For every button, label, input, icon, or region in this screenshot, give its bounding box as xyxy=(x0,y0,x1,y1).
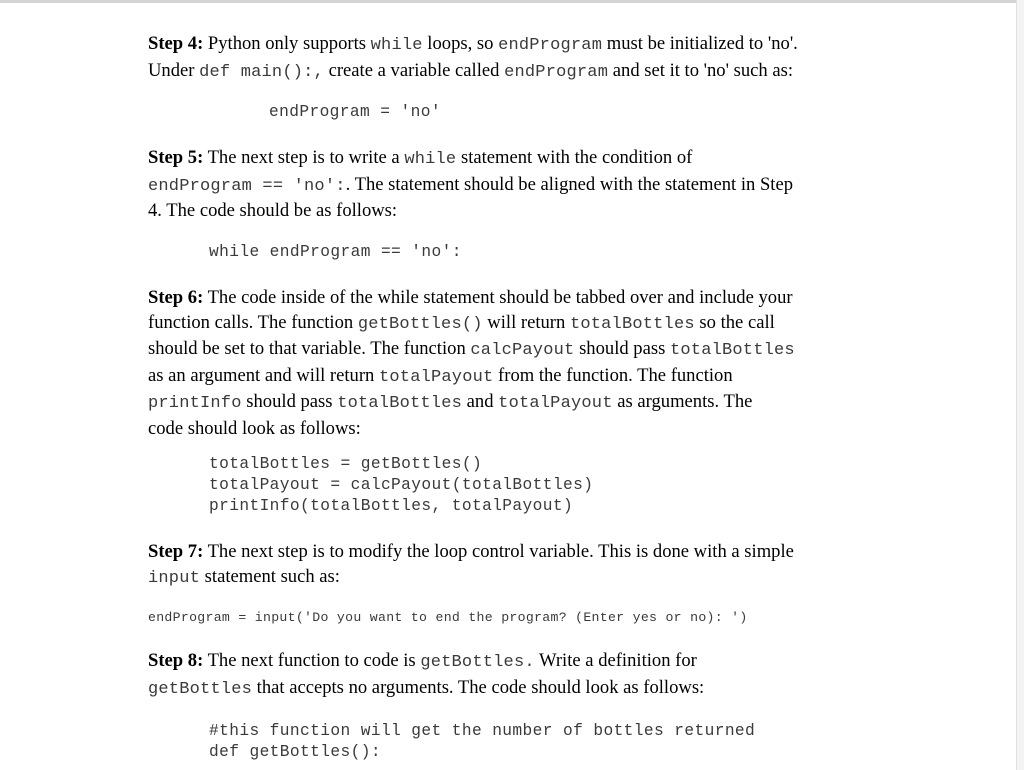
text: Under xyxy=(148,59,200,81)
step-4-paragraph xyxy=(148,32,878,85)
inline-code: totalBottles xyxy=(337,394,463,413)
inline-code: input xyxy=(148,568,201,588)
inline-code: endProgram == 'no': xyxy=(148,176,346,196)
inline-code: while xyxy=(370,36,423,55)
text: and xyxy=(462,391,499,412)
text: will return xyxy=(482,311,570,333)
step-8-label: Step 8: xyxy=(148,650,204,671)
text: must be initialized to 'no'. xyxy=(602,33,798,54)
step-5-code-block: while endProgram == 'no': xyxy=(209,243,462,261)
text: Python only supports xyxy=(203,33,371,54)
page-top-border xyxy=(0,0,1024,3)
text: from the function. The function xyxy=(493,364,733,386)
step-4-code-block: endProgram = 'no' xyxy=(269,103,441,121)
inline-code: totalBottles xyxy=(569,314,695,334)
text: The next function to code is xyxy=(203,650,421,671)
text: and set it to 'no' such as: xyxy=(608,59,793,81)
scrollbar-track[interactable] xyxy=(1016,0,1024,770)
text: code should look as follows: xyxy=(148,417,361,439)
text: should pass xyxy=(241,391,338,412)
text: The next step is to modify the loop control variable. This is done with a simple xyxy=(203,541,794,562)
text: that accepts no arguments. The code should look as follows: xyxy=(252,676,705,698)
inline-code: def main():, xyxy=(199,62,324,82)
inline-code: totalBottles xyxy=(669,341,795,360)
step-5-paragraph xyxy=(148,146,878,224)
text: The next step is to write a xyxy=(203,147,405,168)
inline-code: while xyxy=(404,150,457,169)
inline-code: getBottles xyxy=(148,679,253,699)
step-6-paragraph xyxy=(148,286,878,441)
step-7-label: Step 7: xyxy=(148,541,204,562)
text: create a variable called xyxy=(323,59,505,81)
text: so the call xyxy=(694,311,775,333)
text: as an argument and will return xyxy=(148,364,379,386)
text: statement with the condition of xyxy=(456,147,693,168)
inline-code: endProgram xyxy=(498,36,603,55)
text: should pass xyxy=(574,338,670,359)
text: 4. The code should be as follows: xyxy=(148,200,398,221)
text: statement such as: xyxy=(200,565,340,587)
step-7-code-block: endProgram = input('Do you want to end the program? (Enter yes or no): ') xyxy=(148,610,748,625)
inline-code: totalPayout xyxy=(378,367,494,387)
inline-code: endProgram xyxy=(504,62,609,82)
text: should be set to that variable. The function xyxy=(148,338,471,359)
step-8-code-block: #this function will get the number of bottles returned def getBottles(): xyxy=(209,722,756,761)
text: as arguments. The xyxy=(612,391,753,412)
text: . The statement should be aligned with the statement in Step xyxy=(345,173,794,195)
step-5-label: Step 5: xyxy=(148,147,204,168)
text: Write a definition for xyxy=(534,650,697,671)
step-6-code-block: totalBottles = getBottles() totalPayout = calcPayout(totalBottles) printInfo(totalBottles, totalPayout) xyxy=(209,455,594,515)
inline-code: calcPayout xyxy=(470,341,575,360)
text: loops, so xyxy=(422,33,499,54)
step-6-label: Step 6: xyxy=(148,287,204,308)
step-4-label: Step 4: xyxy=(148,33,204,54)
step-7-paragraph xyxy=(148,540,878,591)
inline-code: getBottles() xyxy=(357,314,483,334)
text: The code inside of the while statement should be tabbed over and include your xyxy=(203,287,793,308)
text: function calls. The function xyxy=(148,311,358,333)
step-8-paragraph xyxy=(148,649,878,702)
inline-code: getBottles. xyxy=(420,653,535,672)
inline-code: totalPayout xyxy=(498,394,613,413)
inline-code: printInfo xyxy=(148,394,242,413)
